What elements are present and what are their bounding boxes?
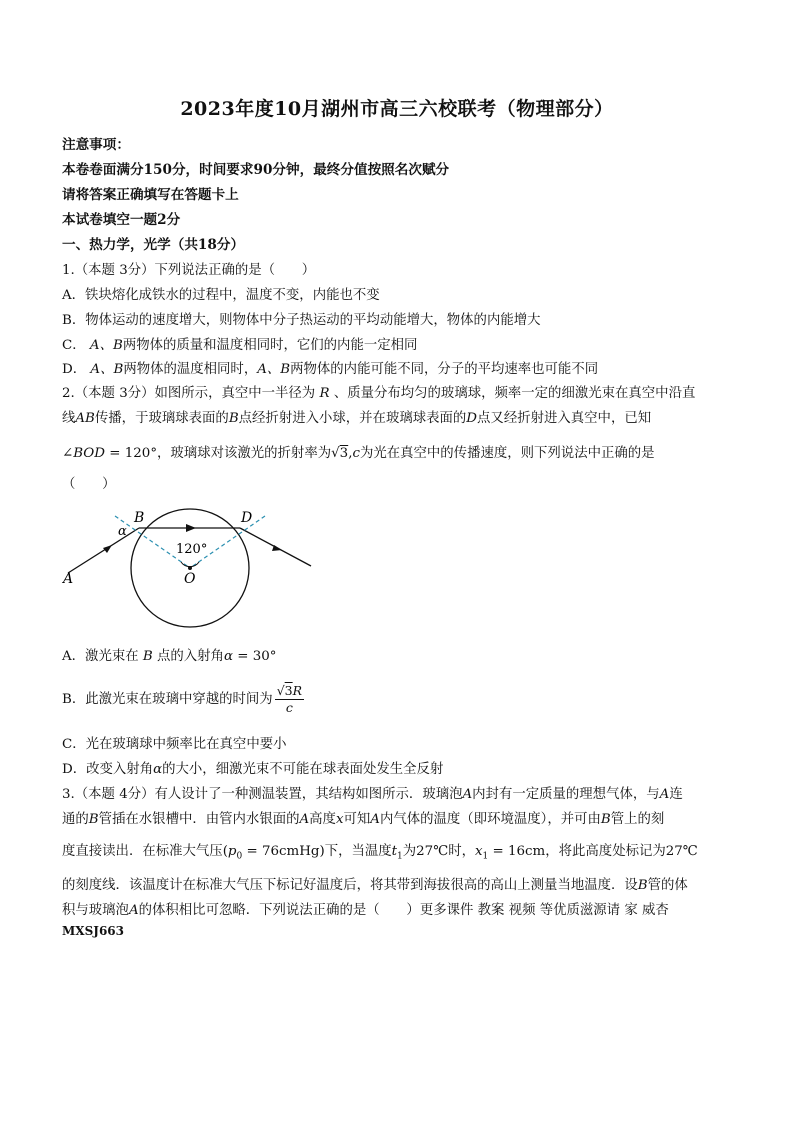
label-a: A [63, 571, 74, 587]
notes-heading: 注意事项： [62, 137, 130, 153]
incident-ray [68, 528, 139, 573]
q2-text-7: ，玻璃球对该激光的折射率为 [157, 446, 332, 461]
q2-line-4: （ ） [62, 477, 116, 492]
q2-text-2: 、质量分布均匀的玻璃球，频率一定的细激光束在真空中沿直 [333, 386, 696, 401]
time-fraction: $\frac{√3R}{c}$ [276, 683, 303, 715]
q2-text-5: 点经折射进入小球，并在玻璃球表面的 [238, 411, 467, 426]
notes-line-2: 请将答案正确填写在答题卡上 [62, 187, 239, 203]
q3-text-16: 管的体 [647, 878, 688, 893]
internal-arrow [186, 524, 196, 532]
q3-text-14: ，将此高度处标记为 [545, 844, 666, 859]
q3-text-15: 的刻度线．该温度计在标准大气压下标记好温度后，将其带到海拔很高的高山上测量当地温度．设 [62, 878, 638, 893]
label-angle: 120° [176, 542, 208, 557]
q3-line-5: 积与玻璃泡A的体积相比可忽略．下列说法正确的是（ ）更多课件 教案 视频 等优质滋源请 家 威杏 [62, 903, 669, 918]
label-b: B [134, 510, 145, 526]
incident-arrow [103, 545, 112, 553]
label-alpha: α [118, 524, 127, 539]
label-d: D [241, 510, 253, 526]
q3-line-3: 度直接读出．在标准大气压($p_0$ = 76cmHg)下，当温度$t_1$为27℃时，$x_1 = 16cm$，将此高度处标记为27℃ [62, 844, 698, 862]
q2-line-1: 2.（本题 3分）如图所示，真空中一半径为 R 、质量分布均匀的玻璃球，频率一定的细激光束在真空中沿直 [62, 386, 696, 401]
q1-c-prefix: C． [62, 338, 86, 353]
q2-line-2: 线AB传播，于玻璃球表面的B点经折射进入小球，并在玻璃球表面的D点又经折射进入真空中，已知 [62, 411, 652, 426]
q3-line-4: 的刻度线．该温度计在标准大气压下标记好温度后，将其带到海拔很高的高山上测量当地温度．设B管的体 [62, 878, 688, 893]
q1-option-c: C． A、B两物体的质量和温度相同时，它们的内能一定相同 [62, 338, 418, 353]
q2-line-3: ∠BOD = 120°，玻璃球对该激光的折射率为√3,c为光在真空中的传播速度，则下列说法中正确的是 [62, 446, 655, 461]
q2-text-3: 线 [62, 411, 76, 426]
q1-d-prefix: D． [62, 362, 87, 377]
q3-text-12: 为 [402, 844, 417, 859]
q2-option-c: C．光在玻璃球中频率比在真空中要小 [62, 737, 287, 752]
q3-line-6: MXSJ663 [62, 924, 124, 938]
q3-text-1: 3.（本题 4分）有人设计了一种测温装置，其结构如图所示．玻璃泡 [62, 787, 463, 802]
q2-d-text-2: 的大小，细激光束不可能在球表面处发生全反射 [162, 762, 444, 777]
q1-stem: 1.（本题 3分）下列说法正确的是（ ） [62, 263, 316, 278]
q2-b-text: B．此激光束在玻璃中穿越的时间为 [62, 692, 273, 707]
q2-text-6: 点又经折射进入真空中，已知 [477, 411, 652, 426]
page-title: 2023年度10月湖州市高三六校联考（物理部分） [180, 98, 614, 120]
q2-d-text-1: D．改变入射角 [62, 762, 154, 777]
q2-option-b [62, 683, 304, 716]
q3-text-4: 通的 [62, 812, 89, 827]
q1-option-d: D． A、B两物体的温度相同时，A、B两物体的内能可能不同，分子的平均速率也可能不同 [62, 362, 599, 377]
q2-option-a: A．激光束在 B 点的入射角α = 30° [62, 649, 277, 664]
q3-text-17: 积与玻璃泡 [62, 903, 129, 918]
q3-text-5: 管插在水银槽中．由管内水银面的 [98, 812, 300, 827]
q3-text-11: 下，当温度 [324, 844, 392, 859]
q2-option-d: D．改变入射角α的大小，细激光束不可能在球表面处发生全反射 [62, 762, 444, 777]
q3-text-6: 高度 [309, 812, 336, 827]
notes-line-3: 本试卷填空一题2分 [62, 212, 181, 228]
q1-c-text: 两物体的质量和温度相同时，它们的内能一定相同 [122, 338, 418, 353]
q1-d-text-1: 两物体的温度相同时， [123, 362, 258, 377]
q1-option-a: A．铁块熔化成铁水的过程中，温度不变，内能也不变 [62, 288, 380, 303]
q1-option-b: B．物体运动的速度增大，则物体中分子热运动的平均动能增大，物体的内能增大 [62, 313, 541, 328]
section-heading: 一、热力学，光学（共18分） [62, 237, 245, 253]
q3-text-13: 时， [448, 844, 475, 859]
q3-text-2: 内封有一定质量的理想气体，与 [472, 787, 660, 802]
q3-text-10: 度直接读出．在标准大气压 [62, 844, 223, 859]
q3-text-18: 的体积相比可忽略．下列说法正确的是（ ）更多课件 教案 视频 等优质滋源请 家 威杏 [138, 903, 669, 918]
q3-line-1: 3.（本题 4分）有人设计了一种测温装置，其结构如图所示．玻璃泡A内封有一定质量的理想气体，与A连 [62, 787, 683, 802]
q1-d-text-2: 两物体的内能可能不同，分子的平均速率也可能不同 [290, 362, 599, 377]
q3-text-7: 可知 [343, 812, 371, 827]
angle-arc [181, 562, 199, 567]
q2-text-8: 为光在真空中的传播速度，则下列说法中正确的是 [359, 446, 655, 461]
q3-text-9: 管上的刻 [610, 812, 665, 827]
q3-text-8: 内气体的温度（即环境温度），并可由 [379, 812, 601, 827]
q3-text-3: 连 [669, 787, 683, 802]
q2-text-1: 2.（本题 3分）如图所示，真空中一半径为 [62, 386, 316, 401]
q2-a-text-1: A．激光束在 [62, 649, 139, 664]
refraction-diagram [60, 505, 330, 630]
label-o: O [184, 571, 196, 587]
q2-a-text-2: 点的入射角 [156, 649, 224, 664]
q3-line-2: 通的B管插在水银槽中．由管内水银面的A高度x可知A内气体的温度（即环境温度），并可由B管上的刻 [62, 812, 665, 827]
notes-line-1: 本卷卷面满分150分，时间要求90分钟，最终分值按照名次赋分 [62, 162, 450, 178]
q2-text-4: 传播，于玻璃球表面的 [94, 411, 229, 426]
